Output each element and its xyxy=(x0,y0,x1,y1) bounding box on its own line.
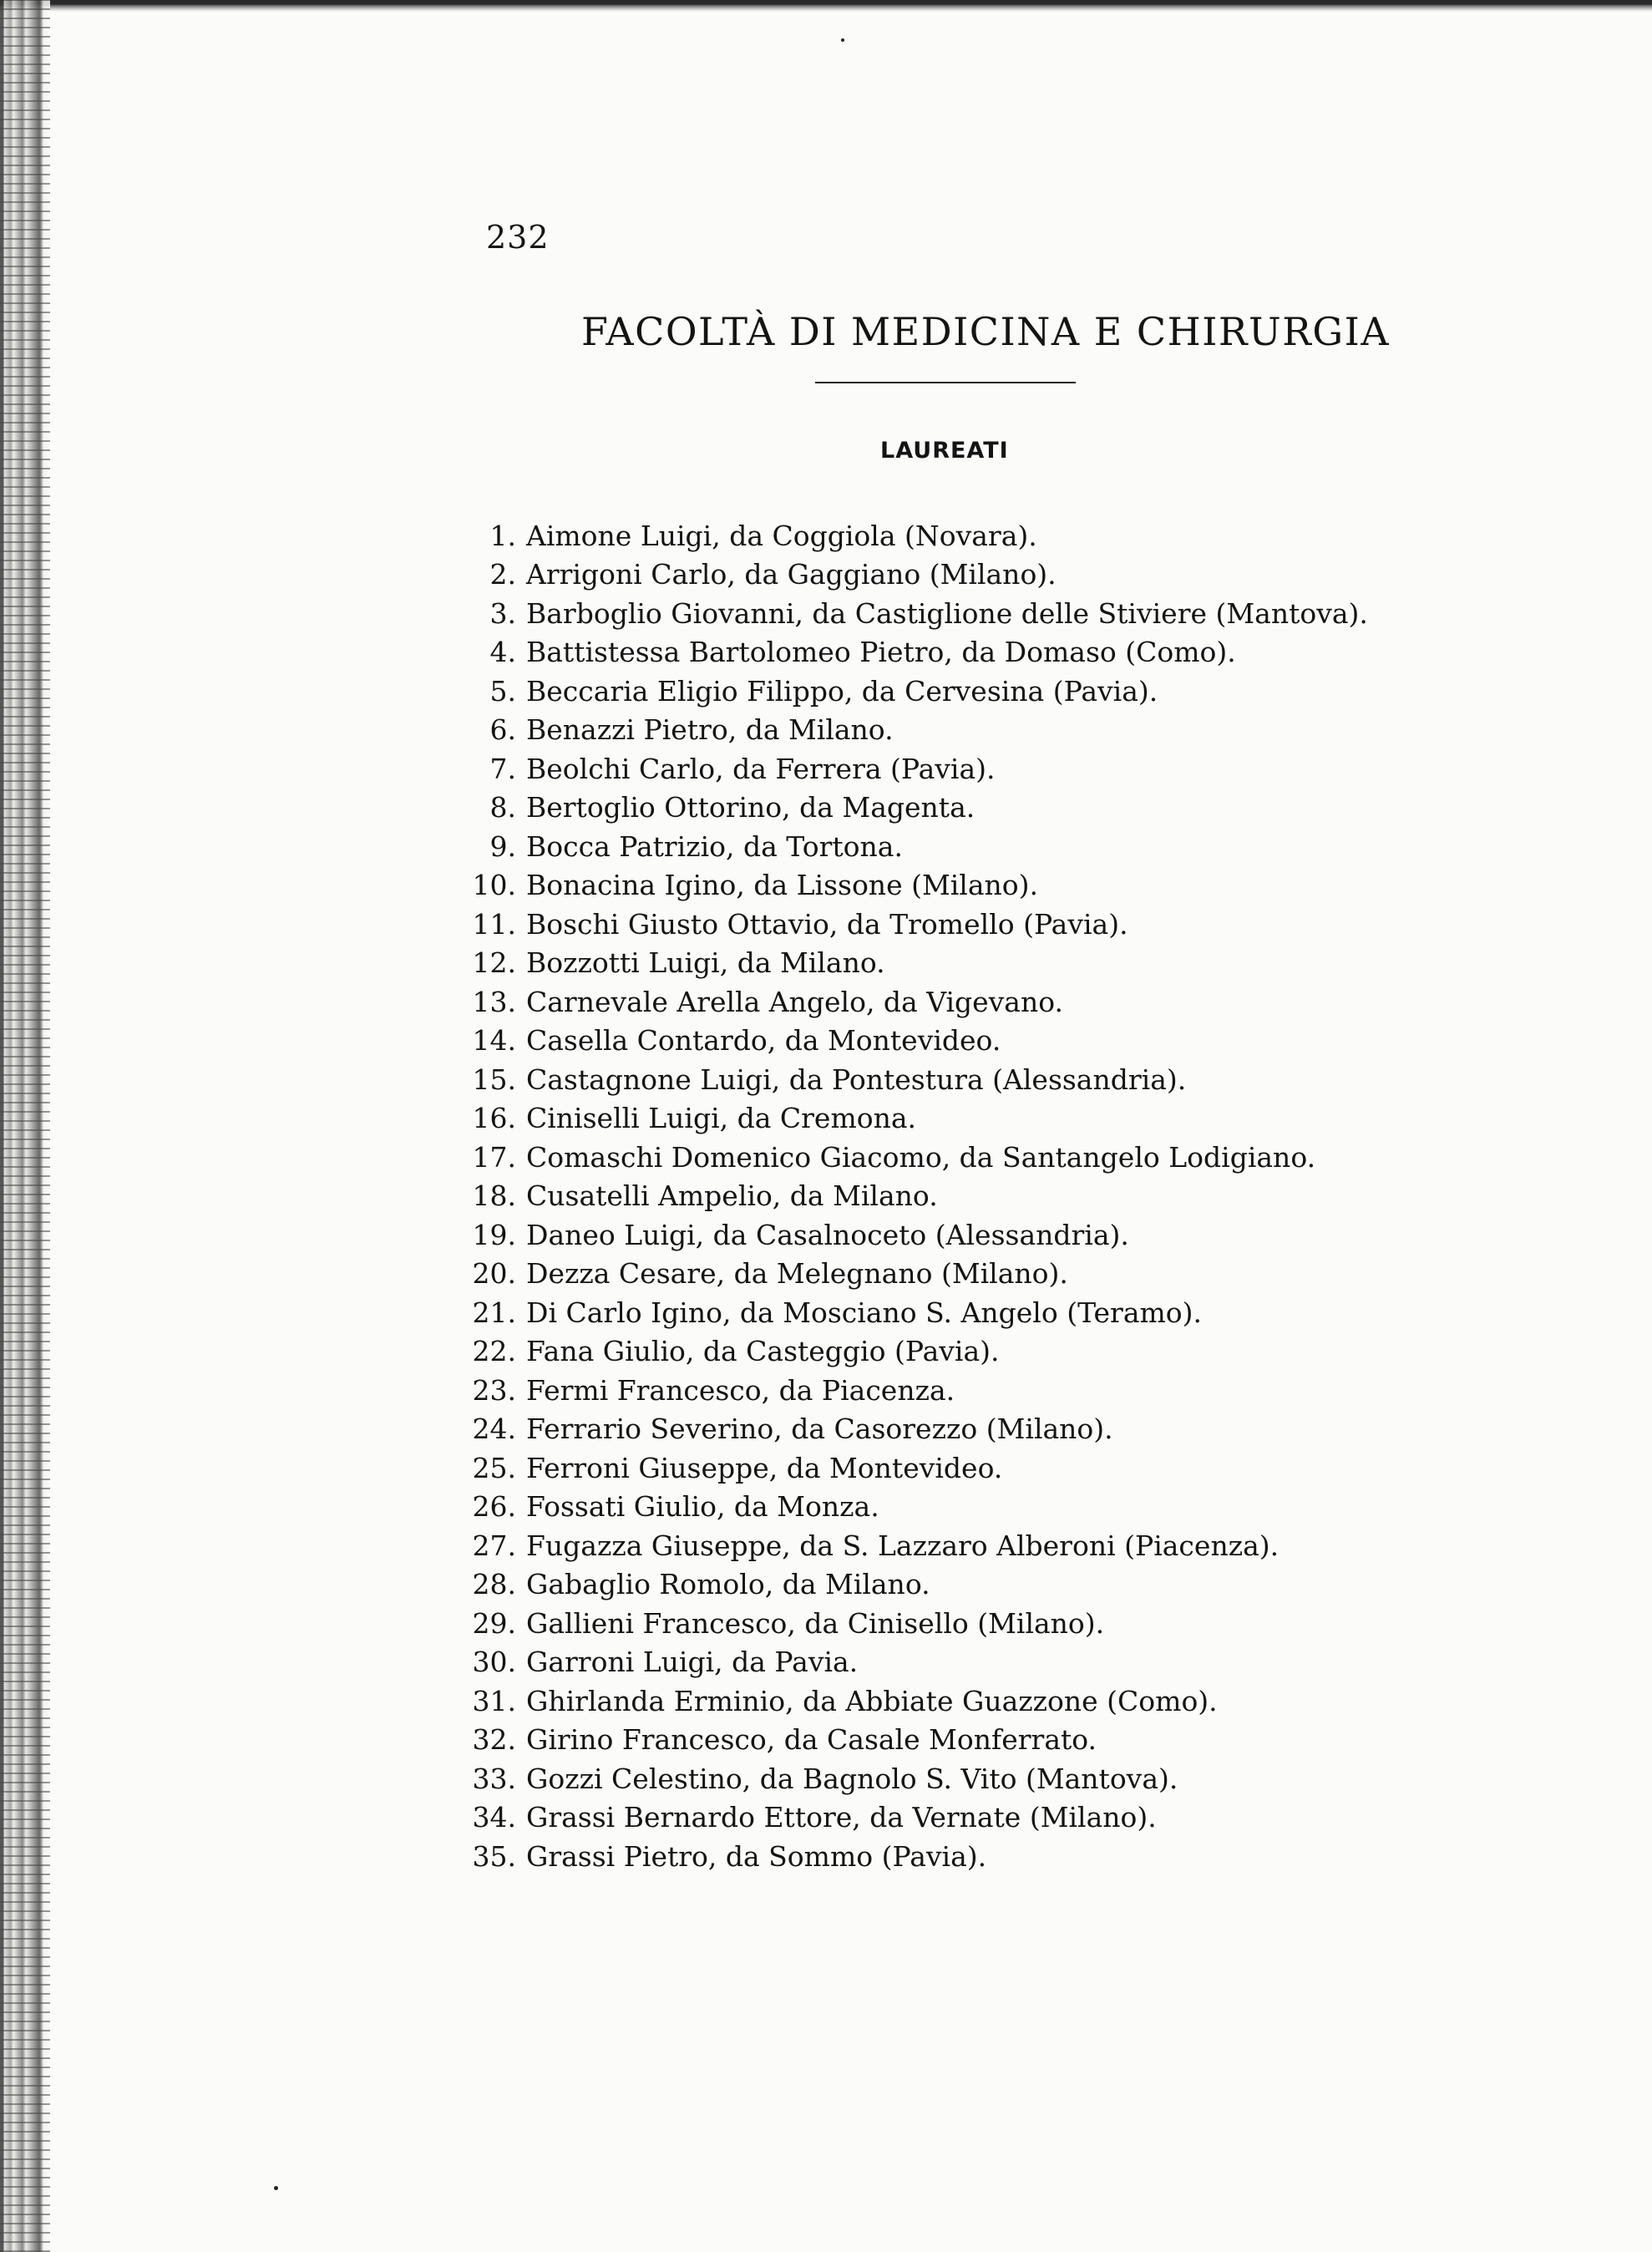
list-item-text: Gozzi Celestino, da Bagnolo S. Vito (Mantova). xyxy=(526,1762,1178,1795)
list-item xyxy=(451,1177,1437,1216)
list-item-number: 33. xyxy=(472,1762,516,1795)
list-item-number: 1. xyxy=(489,519,516,552)
list-item xyxy=(451,866,1437,905)
list-item-text: Fossati Giulio, da Monza. xyxy=(526,1490,879,1524)
list-item-number: 15. xyxy=(472,1063,516,1096)
list-item-number: 28. xyxy=(472,1568,516,1601)
list-item xyxy=(451,1681,1437,1721)
list-item-text: Carnevale Arella Angelo, da Vigevano. xyxy=(526,985,1064,1018)
list-item-text: Beccaria Eligio Filippo, da Cervesina (Pavia). xyxy=(526,674,1158,708)
list-item-text: Casella Contardo, da Montevideo. xyxy=(526,1024,1001,1058)
list-item xyxy=(451,1022,1437,1061)
list-item-number: 21. xyxy=(472,1296,516,1329)
list-item-text: Daneo Luigi, da Casalnoceto (Alessandria). xyxy=(526,1218,1129,1251)
list-item-text: Fana Giulio, da Casteggio (Pavia). xyxy=(526,1335,1000,1368)
list-item xyxy=(451,905,1437,944)
list-item xyxy=(451,1604,1437,1643)
list-subheading: LAUREATI xyxy=(880,438,1009,464)
list-item-number: 20. xyxy=(472,1257,516,1291)
list-item xyxy=(451,1410,1437,1449)
list-item-number: 12. xyxy=(472,946,516,980)
list-item-text: Aimone Luigi, da Coggiola (Novara). xyxy=(526,519,1037,552)
list-item-number: 26. xyxy=(472,1490,516,1524)
list-item-text: Boschi Giusto Ottavio, da Tromello (Pavia). xyxy=(526,907,1128,941)
list-item-number: 29. xyxy=(472,1606,516,1640)
page-number: 232 xyxy=(486,219,550,256)
list-item-text: Benazzi Pietro, da Milano. xyxy=(526,713,894,747)
list-item-text: Ghirlanda Erminio, da Abbiate Guazzone (Como). xyxy=(526,1684,1218,1717)
list-item-text: Comaschi Domenico Giacomo, da Santangelo Lodigiano. xyxy=(526,1140,1316,1174)
list-item-number: 4. xyxy=(489,636,516,669)
list-item-number: 22. xyxy=(472,1335,516,1368)
list-item xyxy=(451,555,1437,595)
ink-speck xyxy=(841,38,844,42)
list-item xyxy=(451,982,1437,1022)
list-item-number: 17. xyxy=(472,1140,516,1174)
list-item-text: Fermi Francesco, da Piacenza. xyxy=(526,1373,955,1407)
page-top-edge xyxy=(0,0,1652,12)
section-heading: FACOLTÀ DI MEDICINA E CHIRURGIA xyxy=(581,309,1391,354)
list-item-number: 2. xyxy=(489,558,516,591)
list-item-number: 35. xyxy=(472,1839,516,1873)
list-item-text: Bozzotti Luigi, da Milano. xyxy=(526,946,885,980)
list-item xyxy=(451,1526,1437,1565)
list-item xyxy=(451,1798,1437,1838)
list-item-number: 18. xyxy=(472,1179,516,1213)
list-item-text: Beolchi Carlo, da Ferrera (Pavia). xyxy=(526,752,996,785)
list-item-text: Bonacina Igino, da Lissone (Milano). xyxy=(526,869,1039,902)
book-binding-edge xyxy=(0,0,50,2252)
list-item-text: Gallieni Francesco, da Cinisello (Milano). xyxy=(526,1606,1105,1640)
list-item xyxy=(451,516,1437,555)
list-item-number: 24. xyxy=(472,1413,516,1446)
list-item-number: 16. xyxy=(472,1102,516,1135)
list-item-number: 31. xyxy=(472,1684,516,1717)
list-item-text: Dezza Cesare, da Melegnano (Milano). xyxy=(526,1257,1068,1291)
list-item-text: Gabaglio Romolo, da Milano. xyxy=(526,1568,930,1601)
list-item-text: Arrigoni Carlo, da Gaggiano (Milano). xyxy=(526,558,1057,591)
list-item xyxy=(451,1099,1437,1139)
list-item-text: Castagnone Luigi, da Pontestura (Alessandria). xyxy=(526,1063,1187,1096)
list-item xyxy=(451,944,1437,983)
list-item xyxy=(451,1759,1437,1798)
list-item-text: Garroni Luigi, da Pavia. xyxy=(526,1646,859,1679)
list-item-number: 25. xyxy=(472,1451,516,1484)
list-item xyxy=(451,1448,1437,1488)
list-item xyxy=(451,594,1437,633)
list-item xyxy=(451,1488,1437,1527)
list-item-number: 10. xyxy=(472,869,516,902)
list-item xyxy=(451,1060,1437,1099)
list-item-text: Bertoglio Ottorino, da Magenta. xyxy=(526,791,975,824)
list-item xyxy=(451,1565,1437,1605)
list-item xyxy=(451,711,1437,750)
list-item xyxy=(451,827,1437,866)
list-item xyxy=(451,1255,1437,1294)
list-item-number: 5. xyxy=(489,674,516,708)
list-item-number: 14. xyxy=(472,1024,516,1058)
list-item-text: Girino Francesco, da Casale Monferrato. xyxy=(526,1723,1097,1757)
list-item xyxy=(451,1643,1437,1682)
list-item-text: Ferroni Giuseppe, da Montevideo. xyxy=(526,1451,1003,1484)
list-item xyxy=(451,1332,1437,1372)
list-item xyxy=(451,1293,1437,1332)
graduates-list xyxy=(451,516,1437,1876)
list-item xyxy=(451,672,1437,711)
list-item-text: Bocca Patrizio, da Tortona. xyxy=(526,829,903,863)
list-item-text: Ferrario Severino, da Casorezzo (Milano). xyxy=(526,1413,1113,1446)
list-item-number: 7. xyxy=(489,752,516,785)
list-item-text: Fugazza Giuseppe, da S. Lazzaro Alberoni (Piacenza). xyxy=(526,1529,1280,1562)
list-item xyxy=(451,1138,1437,1177)
list-item xyxy=(451,789,1437,828)
list-item-number: 34. xyxy=(472,1801,516,1834)
list-item-number: 9. xyxy=(489,829,516,863)
list-item-number: 13. xyxy=(472,985,516,1018)
list-item xyxy=(451,633,1437,672)
list-item xyxy=(451,1837,1437,1876)
list-item-text: Ciniselli Luigi, da Cremona. xyxy=(526,1102,917,1135)
heading-divider xyxy=(815,382,1076,383)
list-item-text: Barboglio Giovanni, da Castiglione delle Stiviere (Mantova). xyxy=(526,596,1368,630)
ink-speck xyxy=(274,2186,278,2190)
list-item-number: 3. xyxy=(489,596,516,630)
list-item-number: 32. xyxy=(472,1723,516,1757)
list-item-number: 6. xyxy=(489,713,516,747)
list-item xyxy=(451,1371,1437,1410)
list-item-number: 23. xyxy=(472,1373,516,1407)
list-item-text: Cusatelli Ampelio, da Milano. xyxy=(526,1179,938,1213)
list-item-number: 30. xyxy=(472,1646,516,1679)
list-item-text: Grassi Pietro, da Sommo (Pavia). xyxy=(526,1839,987,1873)
list-item-number: 11. xyxy=(472,907,516,941)
list-item-number: 8. xyxy=(489,791,516,824)
list-item-text: Di Carlo Igino, da Mosciano S. Angelo (Teramo). xyxy=(526,1296,1203,1329)
list-item-number: 19. xyxy=(472,1218,516,1251)
list-item-text: Grassi Bernardo Ettore, da Vernate (Milano). xyxy=(526,1801,1157,1834)
list-item xyxy=(451,749,1437,789)
list-item-text: Battistessa Bartolomeo Pietro, da Domaso (Como). xyxy=(526,636,1236,669)
list-item xyxy=(451,1721,1437,1760)
list-item-number: 27. xyxy=(472,1529,516,1562)
list-item xyxy=(451,1215,1437,1255)
